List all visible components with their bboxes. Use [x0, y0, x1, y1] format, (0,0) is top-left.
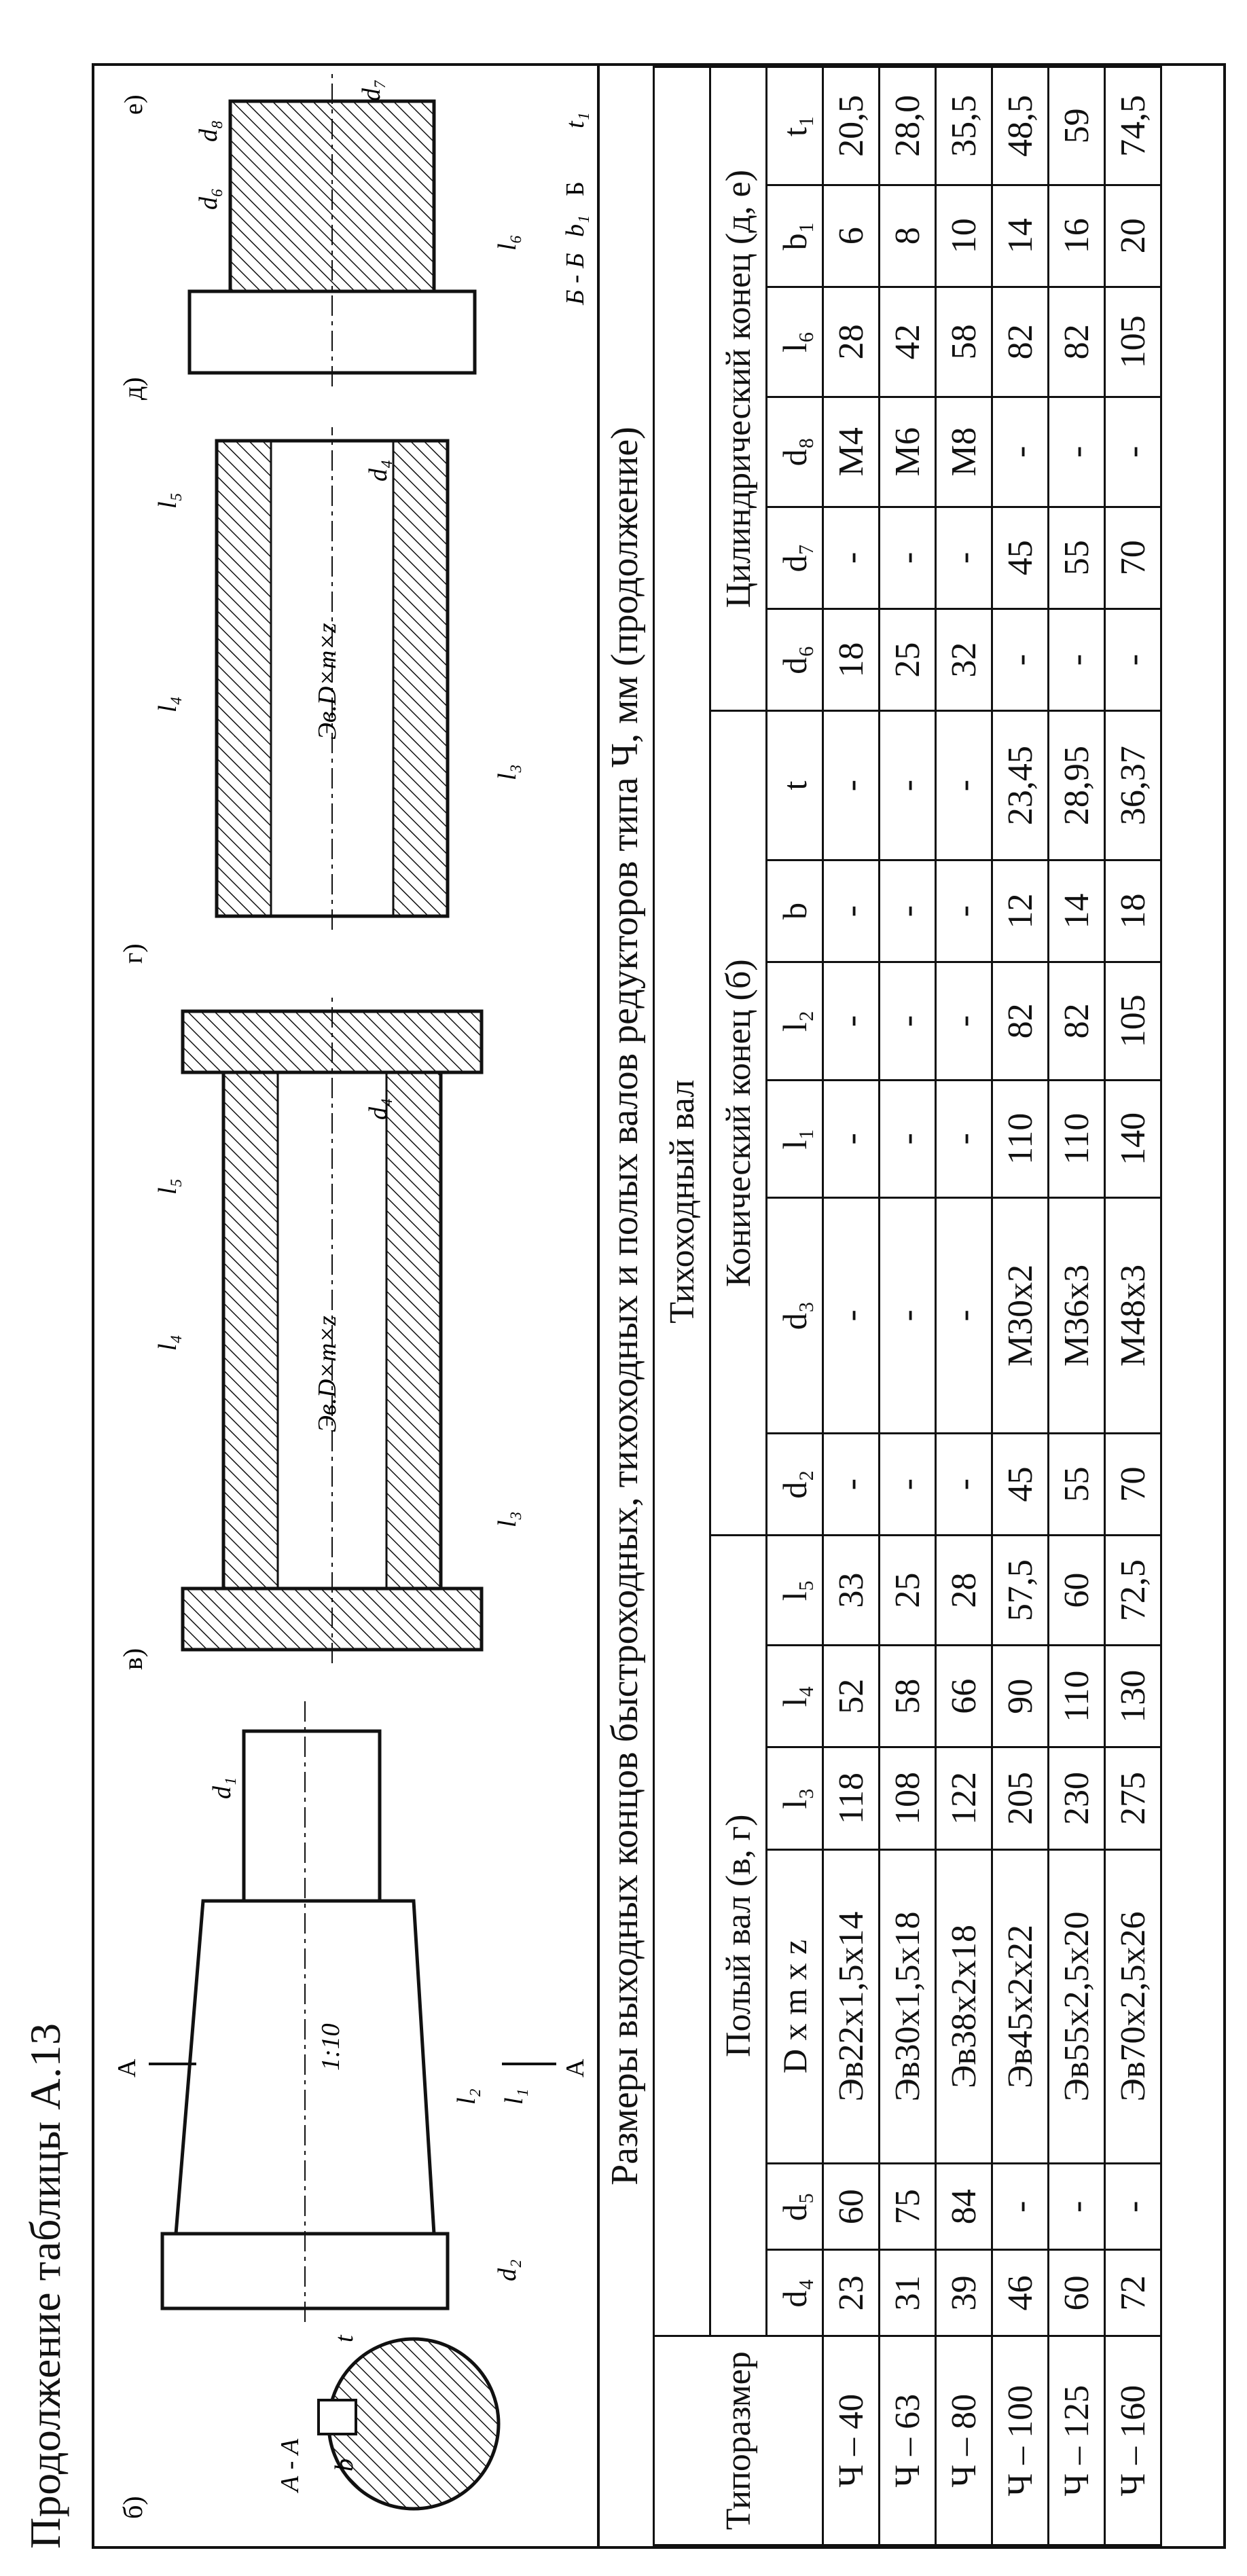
- figure-g-label: г): [118, 943, 148, 964]
- dim-l5-v: l₅: [153, 1178, 182, 1195]
- table-cell: 82: [1049, 962, 1105, 1080]
- table-cell: -: [823, 711, 880, 860]
- table-cell: 110: [1049, 1646, 1105, 1747]
- table-cell: 118: [823, 1747, 880, 1849]
- table-cell: 70: [1105, 1433, 1161, 1535]
- table-cell: 110: [1049, 1080, 1105, 1197]
- table-cell: -: [1105, 397, 1161, 507]
- dim-b1: b₁: [561, 215, 590, 237]
- table-body: [823, 67, 1161, 2545]
- table-row: [992, 67, 1049, 2545]
- table-cell: 70: [1105, 507, 1161, 609]
- arrow-b: Б: [561, 181, 590, 196]
- table-cell: -: [880, 711, 936, 860]
- table-row: [1049, 67, 1105, 2545]
- table-cell: 16: [1049, 185, 1105, 287]
- table-cell: 60: [823, 2164, 880, 2250]
- column-header: t: [767, 711, 823, 860]
- table-cell: -: [936, 711, 992, 860]
- table-cell: -: [880, 860, 936, 962]
- spline-label-g: Эв.D×m×z: [313, 623, 342, 740]
- figure-g: [118, 427, 522, 964]
- column-headers: [767, 67, 823, 2545]
- table-cell: М36х3: [1049, 1198, 1105, 1434]
- table-cell: -: [936, 962, 992, 1080]
- dim-l2: l₂: [452, 2088, 481, 2105]
- table-cell: 110: [992, 1080, 1049, 1197]
- table-cell: -: [823, 962, 880, 1080]
- table-cell: -: [823, 860, 880, 962]
- header-slow-shaft: Тихоходный вал: [654, 67, 710, 2336]
- table-cell: 46: [992, 2250, 1049, 2336]
- figure-d-label: д): [118, 377, 148, 400]
- table-cell: 36,37: [1105, 711, 1161, 860]
- table-cell: -: [992, 609, 1049, 710]
- table-cell: -: [936, 1198, 992, 1434]
- table-cell: Эв38х2х18: [936, 1849, 992, 2163]
- table-cell: М6: [880, 397, 936, 507]
- header-conical: Конический конец (б): [710, 711, 767, 1536]
- figure-d-e: [118, 74, 590, 400]
- dim-l6: l₆: [493, 234, 522, 251]
- table-cell: 84: [936, 2164, 992, 2250]
- taper-label: 1:10: [317, 2023, 345, 2071]
- dim-l1: l₁: [500, 2088, 528, 2105]
- table-cell: -: [823, 1198, 880, 1434]
- table-cell: 60: [1049, 1536, 1105, 1646]
- table-cell: 20,5: [823, 67, 880, 185]
- dim-l3-v: l₃: [493, 1511, 522, 1527]
- dim-d7: d₇: [357, 79, 386, 101]
- table-cell: 75: [880, 2164, 936, 2250]
- column-header: b₁: [767, 185, 823, 287]
- table-cell: 122: [936, 1747, 992, 1849]
- table-cell: 18: [1105, 860, 1161, 962]
- dim-t: t: [330, 2335, 359, 2342]
- table-cell: 23: [823, 2250, 880, 2336]
- table-cell: -: [992, 397, 1049, 507]
- table-cell: 45: [992, 1433, 1049, 1535]
- column-header: l₁: [767, 1080, 823, 1197]
- table-cell: 205: [992, 1747, 1049, 1849]
- row-typesize: Ч – 80: [936, 2336, 992, 2545]
- dim-l4-v: l₄: [153, 1335, 182, 1351]
- table-cell: 12: [992, 860, 1049, 962]
- table-cell: 82: [992, 962, 1049, 1080]
- table-cell: 52: [823, 1646, 880, 1747]
- column-header: l₄: [767, 1646, 823, 1747]
- table-cell: -: [1105, 609, 1161, 710]
- row-typesize: Ч – 63: [880, 2336, 936, 2545]
- table-cell: 55: [1049, 507, 1105, 609]
- table-cell: 108: [880, 1747, 936, 1849]
- column-header: l₂: [767, 962, 823, 1080]
- table-cell: 105: [1105, 287, 1161, 397]
- table-cell: -: [880, 1080, 936, 1197]
- table-cell: -: [1105, 2164, 1161, 2250]
- table-cell: -: [880, 1198, 936, 1434]
- row-typesize: Ч – 125: [1049, 2336, 1105, 2545]
- table-title: Размеры выходных концов быстроходных, тихоходных и полых валов редукторов типа Ч, мм (продолжение): [597, 66, 655, 2546]
- table-cell: Эв22х1,5х14: [823, 1849, 880, 2163]
- column-header: l₃: [767, 1747, 823, 1849]
- column-header: t₁: [767, 67, 823, 185]
- header-cylindrical: Цилиндрический конец (д, е): [710, 67, 767, 711]
- column-header: d₈: [767, 397, 823, 507]
- column-header: d₃: [767, 1198, 823, 1434]
- table-cell: 82: [992, 287, 1049, 397]
- table-row: [823, 67, 880, 2545]
- table-cell: -: [936, 1080, 992, 1197]
- table-cell: 8: [880, 185, 936, 287]
- arrow-a-bottom: А: [561, 2058, 590, 2078]
- table-cell: 28: [936, 1536, 992, 1646]
- section-a-label: А - А: [276, 2438, 304, 2492]
- column-header: b: [767, 860, 823, 962]
- table-cell: 42: [880, 287, 936, 397]
- figure-v: [118, 998, 522, 1670]
- figure-b: [113, 1697, 590, 2519]
- table-cell: Эв55х2,5х20: [1049, 1849, 1105, 2163]
- table-cell: -: [880, 962, 936, 1080]
- table-cell: 58: [936, 287, 992, 397]
- section-b-label: Б - Б: [561, 253, 590, 305]
- dim-d6: d₆: [194, 187, 223, 210]
- table-cell: 10: [936, 185, 992, 287]
- arrow-a-top: А: [113, 2058, 141, 2078]
- table-cell: 35,5: [936, 67, 992, 185]
- table-cell: 66: [936, 1646, 992, 1747]
- column-header: d₇: [767, 507, 823, 609]
- column-header: d₆: [767, 609, 823, 710]
- table-cell: 230: [1049, 1747, 1105, 1849]
- table-cell: 82: [1049, 287, 1105, 397]
- table-cell: 39: [936, 2250, 992, 2336]
- dim-d8: d₈: [194, 120, 223, 142]
- table-cell: 74,5: [1105, 67, 1161, 185]
- table-cell: 57,5: [992, 1536, 1049, 1646]
- figure-v-label: в): [118, 1648, 148, 1670]
- table-cell: 14: [992, 185, 1049, 287]
- dim-t1: t₁: [561, 112, 590, 128]
- column-header: l₅: [767, 1536, 823, 1646]
- dim-d4-v: d₄: [364, 1097, 393, 1120]
- column-header: d₂: [767, 1433, 823, 1535]
- dim-l4-g: l₄: [153, 696, 182, 712]
- row-typesize: Ч – 160: [1105, 2336, 1161, 2545]
- table-cell: 90: [992, 1646, 1049, 1747]
- table-cell: 130: [1105, 1646, 1161, 1747]
- table-caption: Продолжение таблицы А.13: [21, 2022, 69, 2549]
- table-cell: 25: [880, 609, 936, 710]
- dim-b: b: [330, 2459, 359, 2471]
- threaded-end: [244, 1731, 380, 1901]
- table-cell: 55: [1049, 1433, 1105, 1535]
- column-header: d₄: [767, 2250, 823, 2336]
- table-cell: -: [992, 2164, 1049, 2250]
- keyway-a: [319, 2400, 356, 2434]
- table-cell: 28,95: [1049, 711, 1105, 860]
- table-cell: Эв45х2х22: [992, 1849, 1049, 2163]
- dim-l5-g: l₅: [153, 492, 182, 509]
- table-cell: -: [880, 1433, 936, 1535]
- table-cell: Эв30х1,5х18: [880, 1849, 936, 2163]
- column-header: l₆: [767, 287, 823, 397]
- table-cell: -: [880, 507, 936, 609]
- table-cell: Эв70х2,5х26: [1105, 1849, 1161, 2163]
- table-cell: М48х3: [1105, 1198, 1161, 1434]
- table-cell: 72: [1105, 2250, 1161, 2336]
- table-cell: 14: [1049, 860, 1105, 962]
- table-row: [1105, 67, 1161, 2545]
- table-cell: 48,5: [992, 67, 1049, 185]
- table-cell: -: [1049, 397, 1105, 507]
- table-cell: -: [936, 860, 992, 962]
- dimensions-table: [653, 66, 1162, 2546]
- table-cell: -: [823, 507, 880, 609]
- table-cell: 31: [880, 2250, 936, 2336]
- table-cell: 275: [1105, 1747, 1161, 1849]
- drawings-area: [94, 66, 600, 2546]
- table-cell: -: [1049, 609, 1105, 710]
- table-cell: 72,5: [1105, 1536, 1161, 1646]
- table-cell: 58: [880, 1646, 936, 1747]
- table-cell: 25: [880, 1536, 936, 1646]
- table-cell: 6: [823, 185, 880, 287]
- table-cell: 45: [992, 507, 1049, 609]
- figure-b-label: б): [118, 2496, 148, 2519]
- table-cell: 140: [1105, 1080, 1161, 1197]
- dim-d1: d₁: [208, 1777, 236, 1799]
- table-cell: -: [823, 1080, 880, 1197]
- header-hollow: Полый вал (в, г): [710, 1536, 767, 2336]
- table-cell: 59: [1049, 67, 1105, 185]
- dim-l3-g: l₃: [493, 764, 522, 780]
- dim-d4-g: d₄: [364, 459, 393, 482]
- table-cell: 60: [1049, 2250, 1105, 2336]
- column-header: D x m x z: [767, 1849, 823, 2163]
- table-cell: 105: [1105, 962, 1161, 1080]
- table-cell: 28,0: [880, 67, 936, 185]
- figure-e-label: е): [120, 94, 148, 115]
- table-cell: 33: [823, 1536, 880, 1646]
- row-typesize: Ч – 40: [823, 2336, 880, 2545]
- table-cell: -: [1049, 2164, 1105, 2250]
- table-cell: -: [823, 1433, 880, 1535]
- table-row: [880, 67, 936, 2545]
- table-cell: 23,45: [992, 711, 1049, 860]
- table-cell: -: [936, 507, 992, 609]
- technical-drawings: [94, 66, 597, 2546]
- table-cell: М30х2: [992, 1198, 1049, 1434]
- spline-label-v: Эв.D×m×z: [313, 1316, 342, 1432]
- header-typesize: Типоразмер: [654, 2336, 823, 2545]
- table-cell: М8: [936, 397, 992, 507]
- table-row: [936, 67, 992, 2545]
- table-cell: 28: [823, 287, 880, 397]
- table-frame: [92, 63, 1226, 2549]
- table-cell: -: [936, 1433, 992, 1535]
- table-cell: М4: [823, 397, 880, 507]
- dim-d2: d₂: [493, 2259, 522, 2281]
- table-cell: 20: [1105, 185, 1161, 287]
- table-cell: 18: [823, 609, 880, 710]
- row-typesize: Ч – 100: [992, 2336, 1049, 2545]
- column-header: d₅: [767, 2164, 823, 2250]
- table-cell: 32: [936, 609, 992, 710]
